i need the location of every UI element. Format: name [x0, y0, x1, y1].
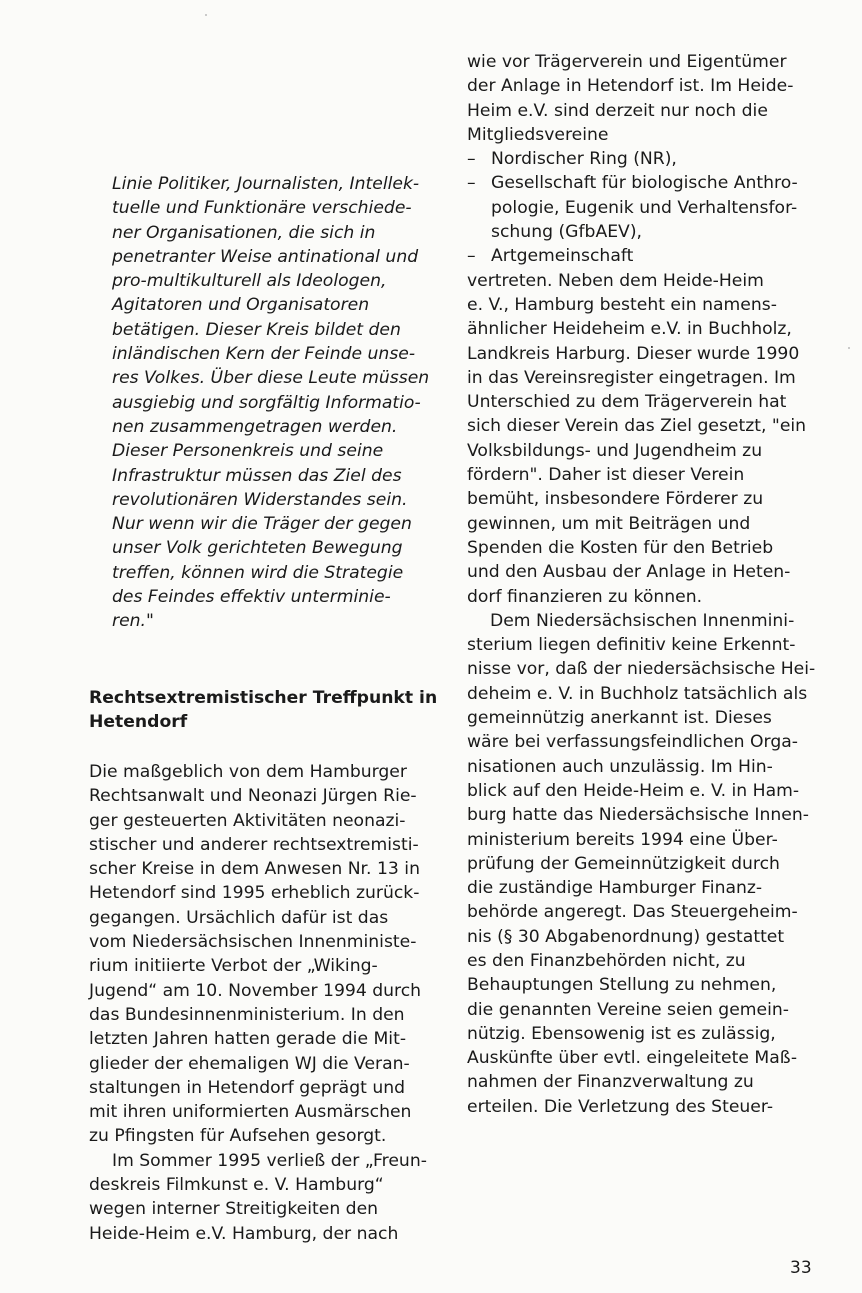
text-line: vom Niedersächsischen Innenministe- — [89, 932, 417, 953]
text-line: es den Finanzbehörden nicht, zu — [467, 950, 746, 971]
list-item-text: Artgemeinschaft — [491, 246, 634, 267]
text-line: deheim e. V. in Buchholz tatsächlich als — [467, 683, 808, 704]
text-line: Hetendorf sind 1995 erheblich zurück- — [89, 883, 420, 904]
text-line: nis (§ 30 Abgabenordnung) gestattet — [467, 926, 785, 947]
text-line: Behauptungen Stellung zu nehmen, — [467, 975, 777, 996]
text-line: pro-multikulturell als Ideologen, — [112, 271, 387, 292]
text-line: vertreten. Neben dem Heide-Heim — [467, 270, 764, 291]
text-line: und den Ausbau der Anlage in Heten- — [467, 562, 791, 583]
text-line: wegen interner Streitigkeiten den — [89, 1199, 379, 1220]
text-line: Rechtsanwalt und Neonazi Jürgen Rie- — [89, 786, 417, 807]
text-line: behörde angeregt. Das Steuergeheim- — [467, 902, 798, 923]
list-dash: – — [467, 149, 476, 170]
member-clubs-list — [467, 147, 822, 268]
text-line: penetranter Weise antinational und — [112, 246, 419, 267]
text-line: ren." — [112, 611, 154, 632]
text-line: glieder der ehemaligen WJ die Veran- — [89, 1053, 410, 1074]
text-line: Rechtsextremistischer Treffpunkt in — [89, 688, 438, 708]
text-line: inländischen Kern der Feinde unse- — [112, 344, 416, 365]
text-line: Hetendorf — [89, 712, 188, 733]
list-item — [467, 171, 822, 195]
text-line: die genannten Vereine seien gemein- — [467, 999, 789, 1020]
text-line: Volksbildungs- und Jugendheim zu — [467, 440, 763, 461]
text-line: Unterschied zu dem Trägerverein hat — [467, 392, 787, 413]
scan-speck — [848, 347, 850, 349]
text-line: wie vor Trägerverein und Eigentümer — [467, 52, 787, 72]
text-line: nahmen der Finanzverwaltung zu — [467, 1072, 754, 1093]
list-item-text: schung (GfbAEV), — [491, 222, 642, 243]
text-line: der Anlage in Hetendorf ist. Im Heide- — [467, 76, 794, 97]
page-number: 33 — [790, 1258, 812, 1278]
text-line: nützig. Ebensowenig ist es zulässig, — [467, 1023, 776, 1044]
list-dash: – — [467, 173, 476, 194]
text-line: stischer und anderer rechtsextremisti- — [89, 834, 419, 855]
text-line: ner Organisationen, die sich in — [112, 222, 376, 243]
right-paragraph-2 — [467, 609, 822, 1119]
right-column — [467, 50, 822, 1119]
text-line: unser Volk gerichteten Bewegung — [112, 538, 403, 559]
text-line: revolutionären Widerstandes sein. — [112, 489, 408, 510]
list-item-text: Nordischer Ring (NR), — [491, 149, 677, 170]
text-line: erteilen. Die Verletzung des Steuer- — [467, 1096, 774, 1117]
right-paragraph-1 — [467, 269, 822, 609]
text-line: prüfung der Gemeinnützigkeit durch — [467, 853, 780, 874]
text-line: staltungen in Hetendorf geprägt und — [89, 1077, 406, 1098]
text-line: Die maßgeblich von dem Hamburger — [89, 762, 407, 782]
text-line: Heim e.V. sind derzeit nur noch die — [467, 100, 768, 121]
text-line: rium initiierte Verbot der „Wiking- — [89, 956, 378, 977]
quote-block — [112, 172, 442, 634]
text-line: bemüht, insbesondere Förderer zu — [467, 489, 764, 510]
text-line: gewinnen, um mit Beiträgen und — [467, 513, 751, 534]
text-line: nisse vor, daß der niedersächsische Hei- — [467, 659, 816, 680]
text-line: ähnlicher Heideheim e.V. in Buchholz, — [467, 319, 792, 340]
text-line: Dieser Personenkreis und seine — [112, 441, 384, 462]
text-line: mit ihren uniformierten Ausmärschen — [89, 1102, 412, 1123]
text-line: burg hatte das Niedersächsische Innen- — [467, 805, 809, 826]
section-heading — [89, 686, 437, 735]
text-line: gegangen. Ursächlich dafür ist das — [89, 907, 389, 928]
text-line: deskreis Filmkunst e. V. Hamburg“ — [89, 1175, 384, 1196]
text-line: e. V., Hamburg besteht ein namens- — [467, 294, 777, 315]
left-paragraph-2 — [89, 1149, 427, 1246]
list-item — [467, 244, 822, 268]
text-line: treffen, können wird die Strategie — [112, 562, 404, 583]
text-line: sterium liegen definitiv keine Erkennt- — [467, 635, 796, 656]
text-line: Linie Politiker, Journalisten, Intellek- — [112, 174, 420, 194]
text-line: nisationen auch unzulässig. Im Hin- — [467, 756, 773, 777]
text-line: tuelle und Funktionäre verschiede- — [112, 198, 412, 219]
list-dash: – — [467, 246, 476, 267]
left-paragraph-1 — [89, 760, 427, 1149]
text-line: nen zusammengetragen werden. — [112, 416, 398, 437]
list-item — [467, 196, 822, 220]
text-line: wäre bei verfassungsfeindlichen Orga- — [467, 732, 798, 753]
text-line: Dem Niedersächsischen Innenmini- — [490, 610, 795, 631]
text-line: Im Sommer 1995 verließ der „Freun- — [112, 1150, 427, 1171]
text-line: ministerium bereits 1994 eine Über- — [467, 829, 778, 850]
text-line: zu Pfingsten für Aufsehen gesorgt. — [89, 1126, 387, 1147]
text-line: Spenden die Kosten für den Betrieb — [467, 537, 774, 558]
text-line: das Bundesinnenministerium. In den — [89, 1004, 405, 1025]
list-item-text: Gesellschaft für biologische Anthro- — [491, 173, 798, 194]
right-intro-paragraph — [467, 50, 822, 147]
text-line: ger gesteuerten Aktivitäten neonazi- — [89, 810, 406, 831]
text-line: ausgiebig und sorgfältig Informatio- — [112, 392, 421, 413]
text-line: Jugend“ am 10. November 1994 durch — [89, 980, 422, 1001]
text-line: Heide-Heim e.V. Hamburg, der nach — [89, 1223, 399, 1244]
text-line: in das Vereinsregister eingetragen. Im — [467, 367, 796, 388]
scan-speck — [205, 14, 207, 16]
text-line: fördern". Daher ist dieser Verein — [467, 465, 745, 486]
text-line: Agitatoren und Organisatoren — [112, 295, 370, 316]
left-column-body — [89, 760, 427, 1246]
list-item — [467, 220, 822, 244]
text-line: gemeinnützig anerkannt ist. Dieses — [467, 708, 772, 729]
text-line: die zuständige Hamburger Finanz- — [467, 878, 763, 899]
list-item — [467, 147, 822, 171]
text-line: sich dieser Verein das Ziel gesetzt, "ein — [467, 416, 807, 437]
text-line: scher Kreise in dem Anwesen Nr. 13 in — [89, 859, 420, 880]
text-line: Nur wenn wir die Träger der gegen — [112, 514, 412, 535]
text-line: Mitgliedsvereine — [467, 124, 609, 145]
list-item-text: pologie, Eugenik und Verhaltensfor- — [491, 197, 798, 218]
text-line: Infrastruktur müssen das Ziel des — [112, 465, 402, 486]
text-line: dorf finanzieren zu können. — [467, 586, 703, 607]
text-line: betätigen. Dieser Kreis bildet den — [112, 319, 401, 340]
text-line: letzten Jahren hatten gerade die Mit- — [89, 1029, 407, 1050]
text-line: Auskünfte über evtl. eingeleitete Maß- — [467, 1048, 798, 1069]
text-line: blick auf den Heide-Heim e. V. in Ham- — [467, 780, 800, 801]
text-line: res Volkes. Über diese Leute müssen — [112, 368, 430, 389]
text-line: des Feindes effektiv unterminie- — [112, 587, 391, 608]
text-line: Landkreis Harburg. Dieser wurde 1990 — [467, 343, 800, 364]
